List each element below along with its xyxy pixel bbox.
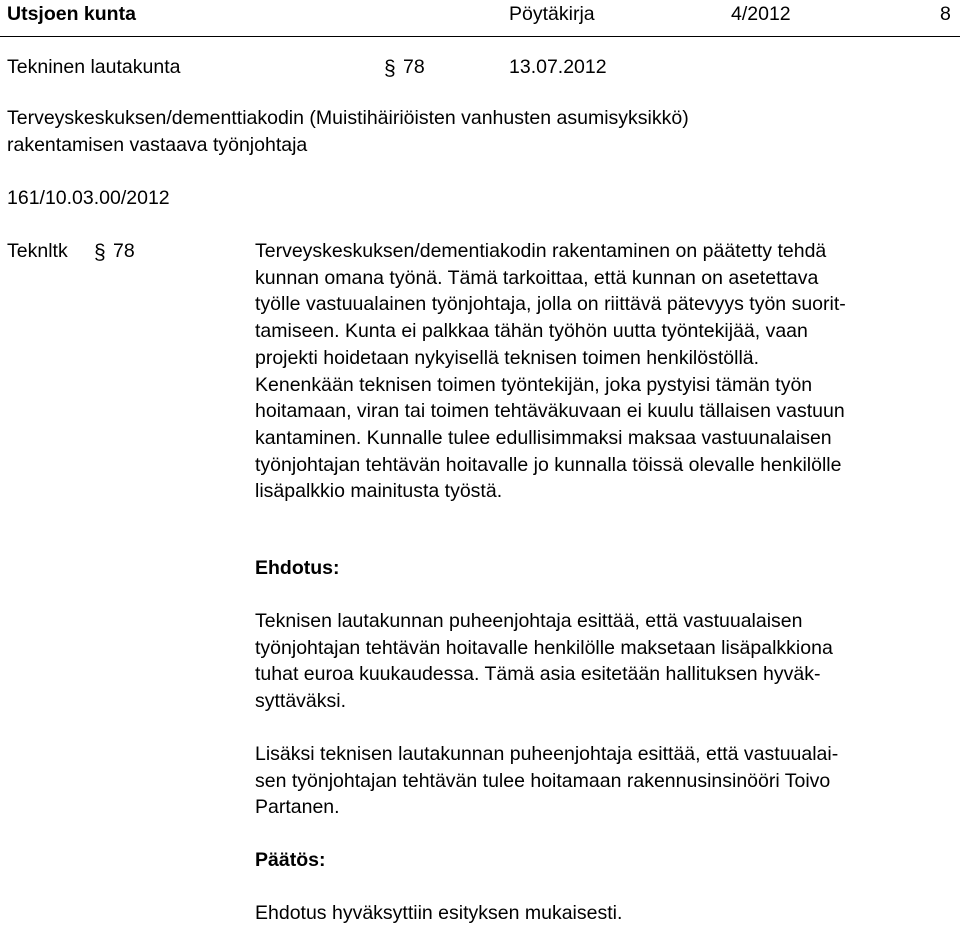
title-line-2: rakentamisen vastaava työnjohtaja: [7, 134, 308, 156]
municipality-name: Utsjoen kunta: [7, 3, 136, 25]
proposal-line: Teknisen lautakunnan puheenjohtaja esittää, että vastuualaisen: [255, 610, 803, 632]
proposal-line: Partanen.: [255, 796, 340, 818]
body-line: kunnan omana työnä. Tämä tarkoittaa, että kunnan on asetettava: [255, 266, 819, 289]
decision-text: Ehdotus hyväksyttiin esityksen mukaisesti.: [255, 902, 623, 924]
body-line: kantaminen. Kunnalle tulee edullisimmaksi maksaa vastuunalaisen: [255, 426, 832, 449]
section-label-number: 78: [113, 240, 135, 262]
section-sign-icon: [384, 54, 400, 80]
proposal-line: työnjohtajan tehtävän hoitavalle henkilölle maksetaan lisäpalkkiona: [255, 636, 833, 659]
body-line: hoitamaan, viran tai toimen tehtäväkuvaan ei kuulu tällaisen vastuun: [255, 400, 845, 423]
body-paragraph: [255, 238, 960, 505]
body-line: Terveyskeskuksen/dementiakodin rakentaminen on päätetty tehdä: [255, 240, 827, 262]
reference-number: 161/10.03.00/2012: [7, 187, 170, 209]
proposal-line: tuhat euroa kuukaudessa. Tämä asia esitetään hallituksen hyväk-: [255, 663, 821, 685]
title-line-1: Terveyskeskuksen/dementtiakodin (Muistihäiriöisten vanhusten asumisyksikkö): [7, 107, 689, 129]
proposal-paragraph-1: [255, 608, 960, 714]
svg-text:§: §: [384, 57, 396, 80]
decision-heading: Päätös:: [255, 849, 326, 871]
meeting-date: 13.07.2012: [509, 56, 607, 78]
proposal-line: Lisäksi teknisen lautakunnan puheenjohtaja esittää, että vastuualai-: [255, 743, 839, 765]
document-number: 4/2012: [731, 3, 791, 25]
header-divider: [0, 36, 960, 37]
proposal-line: sen työnjohtajan tehtävän tulee hoitamaan rakennusinsinööri Toivo: [255, 769, 831, 792]
section-sign-icon: [94, 238, 110, 264]
section-number: 78: [403, 56, 425, 78]
proposal-paragraph-2: [255, 741, 960, 821]
document-type: Pöytäkirja: [509, 3, 595, 25]
body-line: Kenenkään teknisen toimen työntekijän, joka pystyisi tämän työn: [255, 373, 813, 396]
body-line: työnjohtajan tehtävän hoitavalle jo kunnalla töissä olevalle henkilölle: [255, 453, 842, 476]
proposal-line: syttäväksi.: [255, 689, 347, 712]
page-number: 8: [940, 3, 951, 25]
body-line: lisäpalkkio mainitusta työstä.: [255, 480, 503, 503]
body-line: projekti hoidetaan nykyisellä teknisen toimen henkilöstöllä.: [255, 346, 760, 369]
body-line: työlle vastuualainen työnjohtaja, jolla on riittävä pätevyys työn suorit-: [255, 293, 846, 316]
body-line: tamiseen. Kunta ei palkkaa tähän työhön uutta työntekijää, vaan: [255, 320, 808, 343]
svg-text:§: §: [94, 241, 106, 264]
board-name: Tekninen lautakunta: [7, 56, 181, 78]
board-abbreviation: Teknltk: [7, 240, 68, 262]
proposal-heading: Ehdotus:: [255, 557, 340, 579]
